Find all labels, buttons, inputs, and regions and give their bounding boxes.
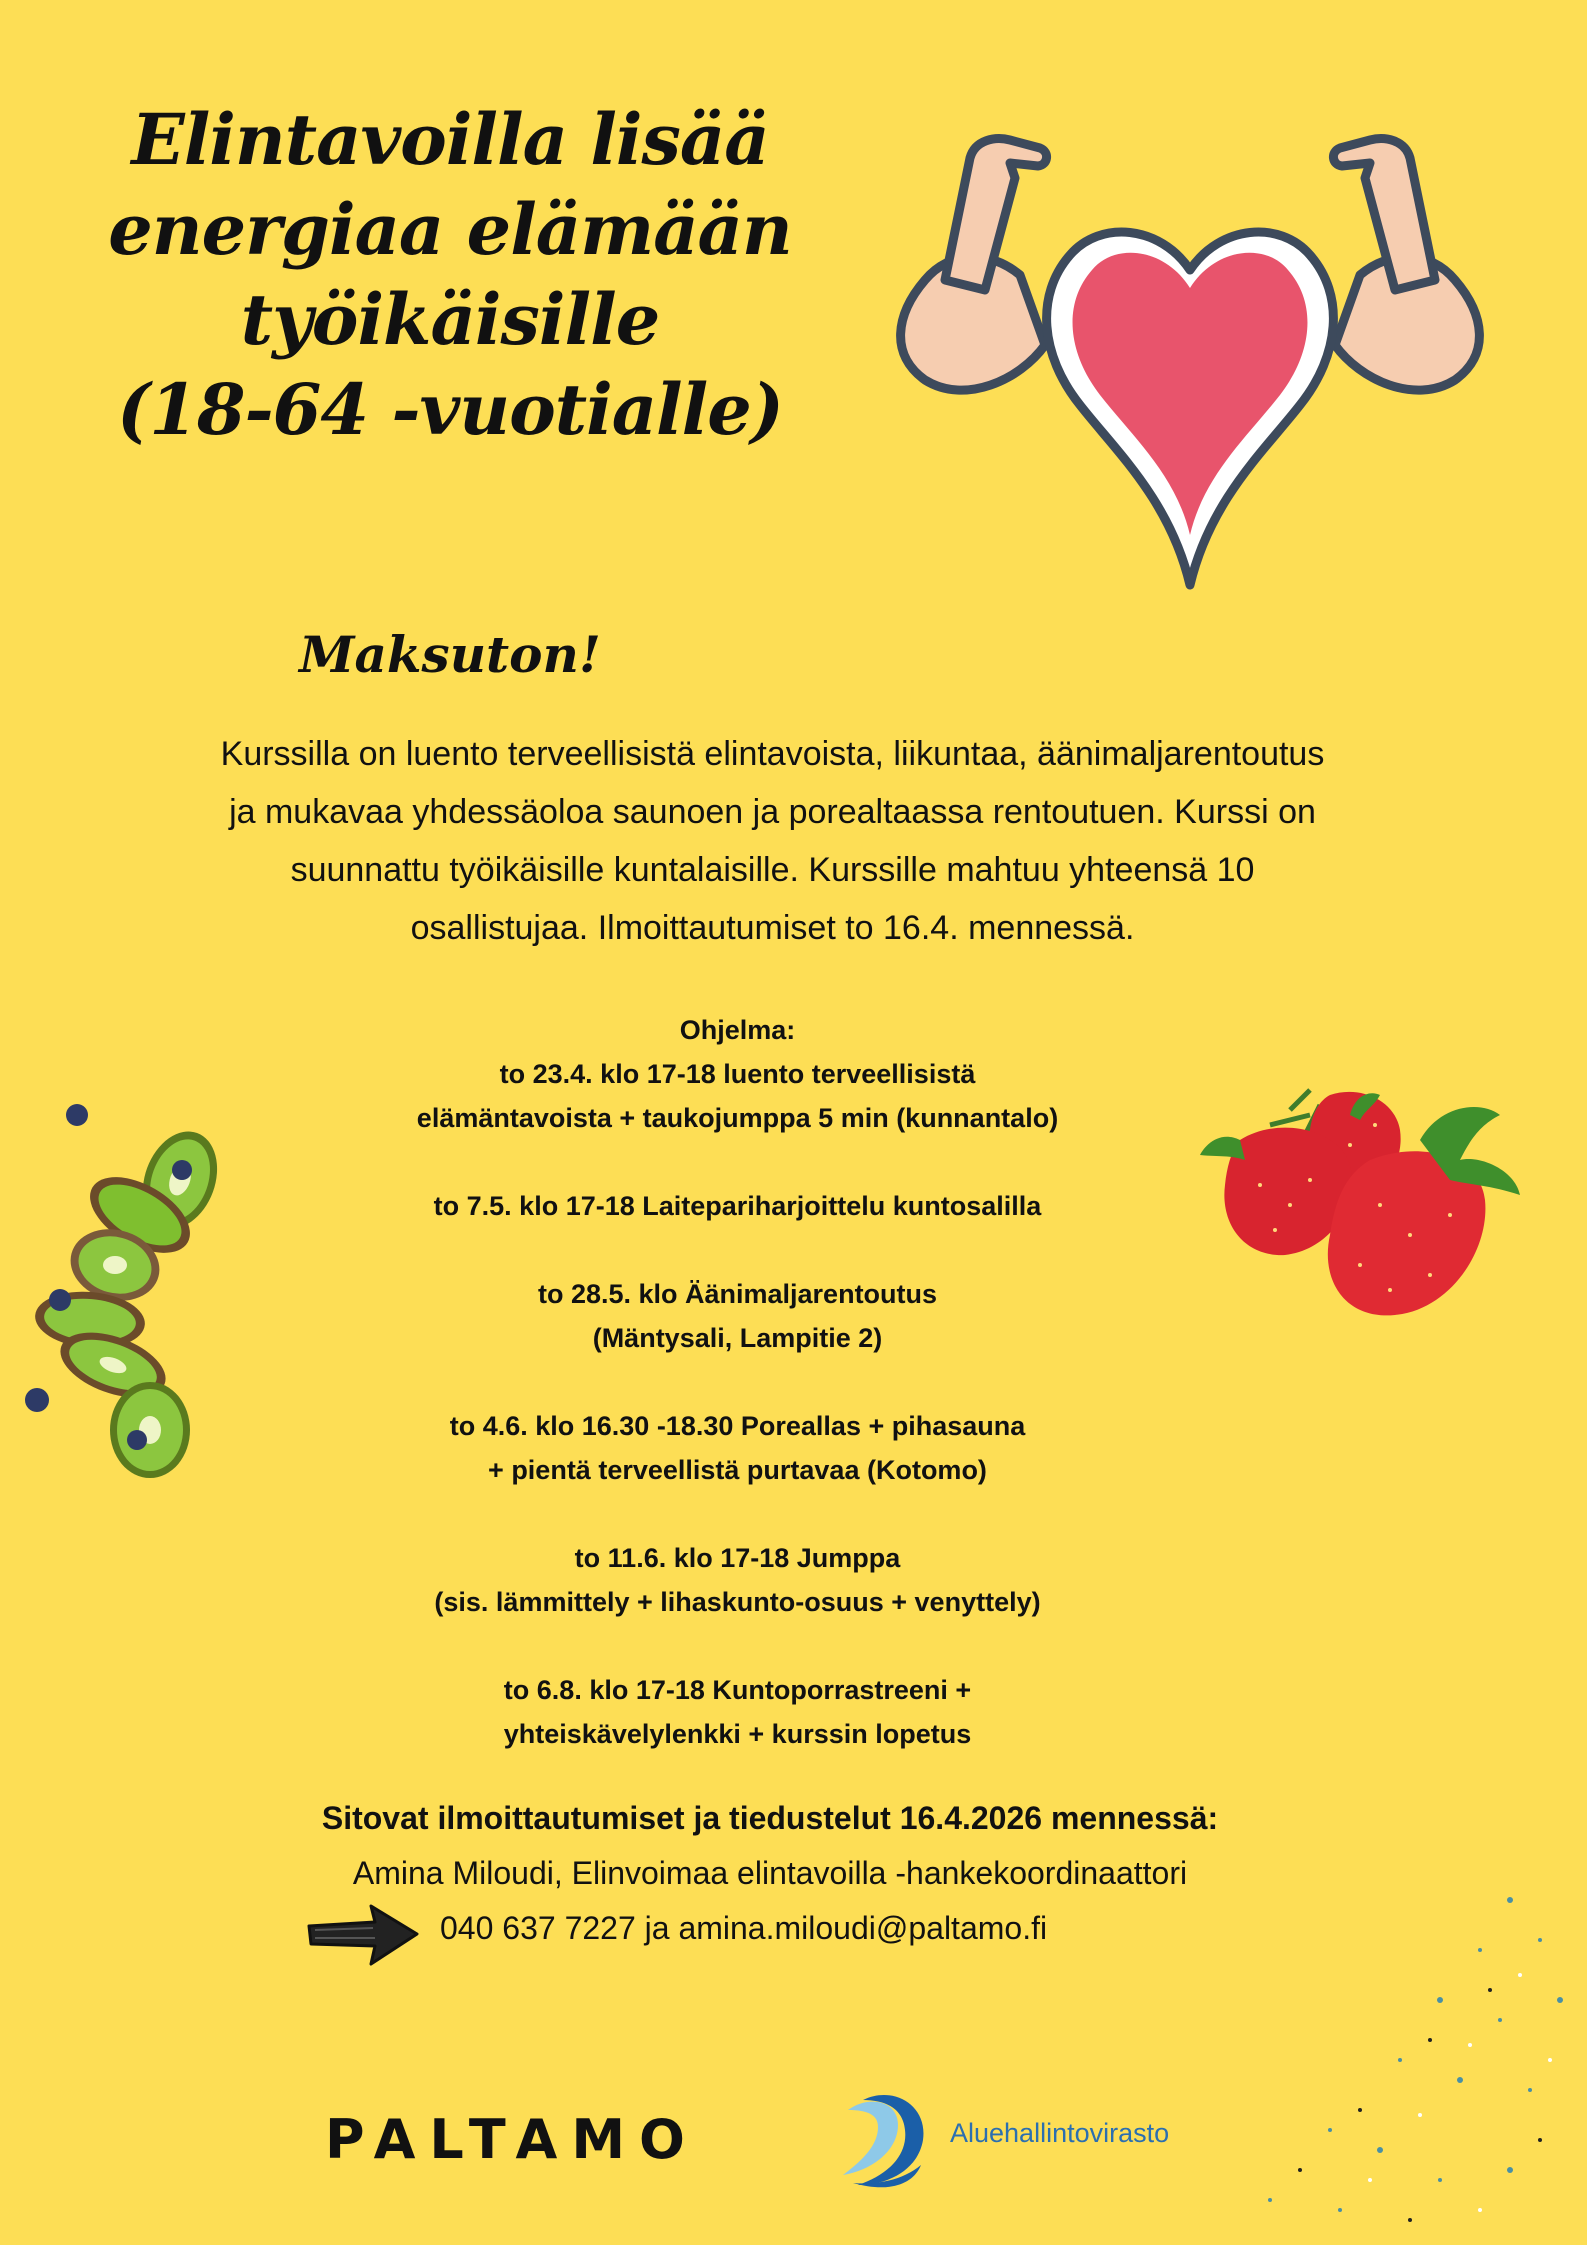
- program-heading: Ohjelma:: [679, 1015, 796, 1045]
- page-title: [90, 95, 810, 455]
- program-item-line: to 6.8. klo 17-18 Kuntoporrastreeni +: [503, 1675, 972, 1705]
- kiwi-slices-image: [15, 1090, 235, 1490]
- program-item-line: + pientä terveellistä purtavaa (Kotomo): [488, 1455, 987, 1485]
- program-item: [280, 1668, 1195, 1756]
- intro-line: Kurssilla on luento terveellisistä elintavoista, liikuntaa, äänimaljarentoutus: [220, 735, 1325, 773]
- program-item: [280, 1272, 1195, 1360]
- program-item: [280, 1184, 1195, 1228]
- program-item-line: yhteiskävelylenkki + kurssin lopetus: [503, 1719, 972, 1749]
- program-item: [280, 1536, 1195, 1624]
- program-item-line: to 7.5. klo 17-18 Laitepariharjoittelu kuntosalilla: [433, 1191, 1042, 1221]
- intro-line: suunnattu työikäisille kuntalaisille. Kurssille mahtuu yhteensä 10: [290, 851, 1255, 889]
- strawberries-image: [1180, 1085, 1580, 1345]
- arrow-icon: [305, 1900, 420, 1970]
- program-item: [280, 1052, 1195, 1140]
- paltamo-logo: PALTAMO: [325, 2108, 699, 2171]
- program-item-line: elämäntavoista + taukojumppa 5 min (kunnantalo): [416, 1103, 1059, 1133]
- program-item-line: to 11.6. klo 17-18 Jumppa: [574, 1543, 901, 1573]
- confetti-decoration: [1180, 1880, 1580, 2240]
- title-line-3: työikäisille: [240, 278, 660, 361]
- signup-text: Sitovat ilmoittautumiset ja tiedustelut 16.4.2026 mennessä:: [321, 1800, 1219, 1836]
- program-item-line: to 28.5. klo Äänimaljarentoutus: [537, 1279, 938, 1309]
- contact-person: Amina Miloudi, Elinvoimaa elintavoilla -hankekoordinaattori: [352, 1855, 1188, 1891]
- contact-details: 040 637 7227 ja amina.miloudi@paltamo.fi: [440, 1910, 1048, 1946]
- program-item-line: to 4.6. klo 16.30 -18.30 Poreallas + pihasauna: [449, 1411, 1026, 1441]
- intro-line: ja mukavaa yhdessäoloa saunoen ja porealtaassa rentoutuen. Kurssi on: [229, 793, 1316, 831]
- program-item-line: to 23.4. klo 17-18 luento terveellisistä: [499, 1059, 976, 1089]
- flexing-heart-icon: [870, 130, 1510, 600]
- avi-logo-text: Aluehallintovirasto: [950, 2118, 1170, 2148]
- free-label: Maksuton!: [299, 625, 601, 684]
- intro-line: osallistujaa. Ilmoittautumiset to 16.4. mennessä.: [410, 909, 1135, 947]
- title-line-1: Elintavoilla lisää: [131, 98, 769, 181]
- intro-paragraph: [100, 725, 1445, 957]
- title-line-4: (18-64 -vuotialle): [117, 368, 783, 451]
- avi-logo-icon: [833, 2085, 933, 2195]
- program-section: [280, 1008, 1195, 1800]
- title-line-2: energiaa elämään: [108, 188, 792, 271]
- program-item-line: (Mäntysali, Lampitie 2): [592, 1323, 883, 1353]
- program-item-line: (sis. lämmittely + lihaskunto-osuus + venyttely): [434, 1587, 1041, 1617]
- program-item: [280, 1404, 1195, 1492]
